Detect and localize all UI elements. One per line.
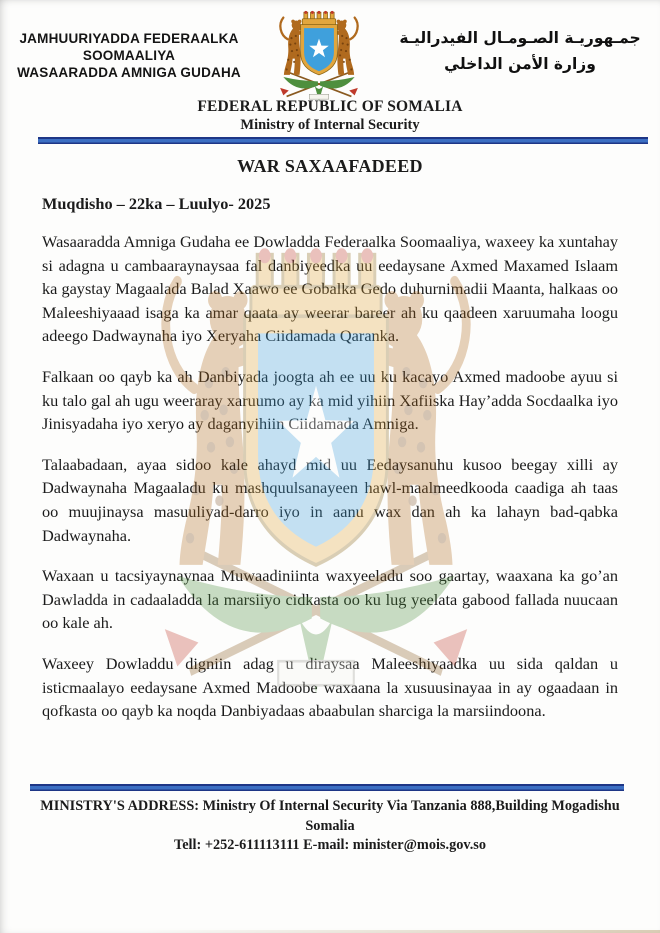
org-name-somali bbox=[0, 8, 258, 108]
ministry-contact: Tell: +252-611113111 E-mail: minister@mois.gov.so bbox=[173, 837, 487, 853]
body-paragraph: Waxaan u tacsiyaynaynaa Muwaadiniinta waxyeeladu soo gaartay, waaxana ka go’an Dawladda in cadaaladda la marsiiyo cidkasta oo ku lug yeelata gabood fallada nuucaan oo kale ah. bbox=[42, 566, 618, 633]
org-name-arabic bbox=[380, 8, 660, 108]
ministry-address: MINISTRY'S ADDRESS: Ministry Of Internal Security Via Tanzania 888,Building Mogadishu Somalia bbox=[40, 798, 620, 834]
org-line: WASAARADDA AMNIGA GUDAHA bbox=[17, 65, 241, 80]
dateline: Muqdisho – 22ka – Luulyo- 2025 bbox=[42, 194, 271, 213]
body-paragraph: Falkaan oo qayb ka ah Danbiyada joogta ah ee uu ku kacayo Axmed madoobe ayuu si ku talo gal ah ugu weeraray xaruumo ay ka mid yihiin Xafiiska Hay’adda Socdaalka iyo Jinisyadaha iyo xeryo ay daganyihiin Ciidamada Amniga. bbox=[42, 366, 618, 434]
footer-divider bbox=[30, 784, 624, 791]
body-paragraph: Talaabadaan, ayaa sidoo kale ahayd mid uu Eedaysanuhu kusoo beegay xilli ay Dadwaynaha Magaaladu ku mashquulsanayeen hawl-maalmeedkooda caadiga ah taas oo muujinaysa masuuliyad-darro iyo in aanu wax dan ah ka lahayn bad-qabka Dadwaynaha. bbox=[42, 454, 618, 545]
body-paragraph: Waxeey Dowladdu digniin adag u diraysaa Maleeshiyaadka uu sida qaldan u isticmaalayo eedaysane Axmed Madoobe waxaana la xusuusinayaa in ay ogaadaan in qofkasta oo qayb ka noqda Danbiyadaas abaabulan sharciga la marsiindoona. bbox=[42, 653, 618, 721]
org-line: SOOMAALIYA bbox=[82, 48, 176, 63]
ministry-title: Ministry of Internal Security bbox=[240, 117, 420, 133]
header-divider bbox=[38, 137, 648, 144]
press-release-title: WAR SAXAAFADEED bbox=[237, 156, 423, 176]
somalia-coat-of-arms-icon bbox=[265, 10, 373, 103]
org-line: JAMHUURIYADDA FEDERAALKA bbox=[19, 31, 239, 46]
arabic-line: جمـهوريـة الصـومـال الفيدراليـة bbox=[399, 29, 641, 47]
letterhead bbox=[0, 0, 660, 108]
body-paragraph: Wasaaradda Amniga Gudaha ee Dowladda Federaalka Soomaaliya, waxeey ka xuntahay si adagna u cambaaraynaysaa fal danbiyeedka uu eedaysane Axmed Maxamed Islaam ka gaystay Magaalada Balad Xaawo ee Gobalka Gedo duhurnimadii Maanta, halkaas oo Maleeshiyaaad isaga ka amar qaata ay weerar bareer ah ku qaadeen xaruumaha loogu adeego Dadwaynaha iyo Xeryaha Ciidamada Qaranka. bbox=[42, 232, 618, 346]
country-title: FEDERAL REPUBLIC OF SOMALIA bbox=[197, 98, 463, 115]
emblem-container bbox=[258, 8, 380, 108]
arabic-line: وزارة الأمن الداخلي bbox=[444, 55, 596, 73]
footer bbox=[0, 784, 660, 856]
